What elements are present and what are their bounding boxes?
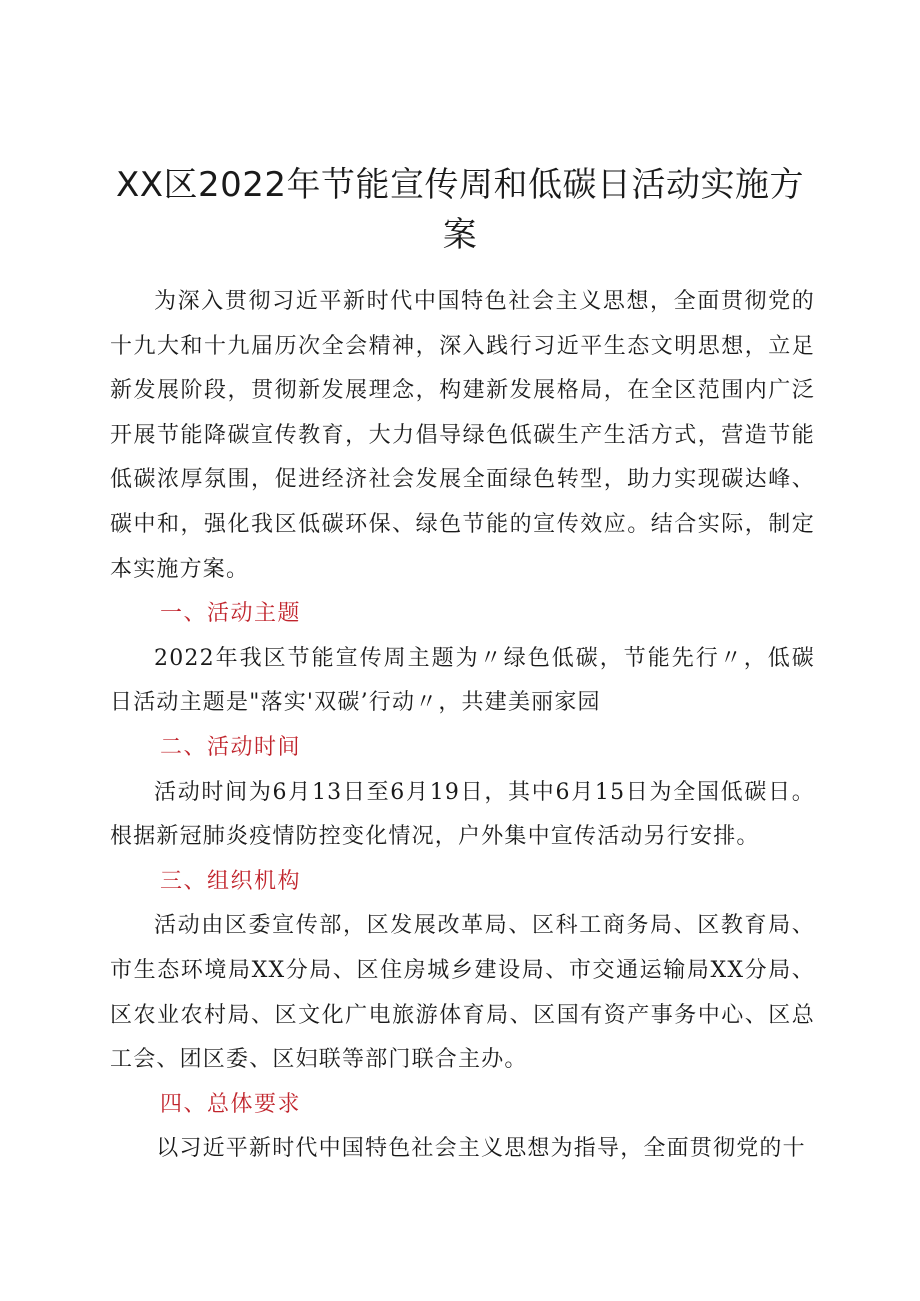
document-title: XX区2022年节能宣传周和低碳日活动实施方案: [115, 165, 805, 255]
intro-paragraph: 为深入贯彻习近平新时代中国特色社会主义思想，全面贯彻党的十九大和十九届历次全会精神，深入践行习近平生态文明思想，立足新发展阶段，贯彻新发展理念，构建新发展格局，在全区范围内广泛开展节能降碳宣传教育，大力倡导绿色低碳生产生活方式，营造节能低碳浓厚氛围，促进经济社会发展全面绿色转型，助力实现碳达峰、碳中和，强化我区低碳环保、绿色节能的宣传效应。结合实际，制定本实施方案。: [110, 289, 815, 582]
section-text-time: 活动时间为6月13日至6月19日，其中6月15日为全国低碳日。根据新冠肺炎疫情防控变化情况，户外集中宣传活动另行安排。: [110, 779, 815, 850]
section-heading-requirements: 四、总体要求: [160, 1091, 302, 1117]
section-text-requirements: 以习近平新时代中国特色社会主义思想为指导，全面贯彻党的十: [156, 1136, 806, 1162]
document-body: [110, 280, 815, 1172]
section-heading-theme: 一、活动主题: [160, 601, 302, 627]
section-text-theme: 2022年我区节能宣传周主题为〃绿色低碳，节能先行〃，低碳日活动主题是"落实'双碳’行动〃，共建美丽家园: [110, 645, 815, 716]
section-heading-time: 二、活动时间: [160, 734, 302, 760]
section-heading-organization: 三、组织机构: [160, 868, 302, 894]
section-text-organization: 活动由区委宣传部，区发展改革局、区科工商务局、区教育局、市生态环境局XX分局、区住房城乡建设局、市交通运输局XX分局、区农业农村局、区文化广电旅游体育局、区国有资产事务中心、区总工会、团区委、区妇联等部门联合主办。: [110, 913, 815, 1073]
